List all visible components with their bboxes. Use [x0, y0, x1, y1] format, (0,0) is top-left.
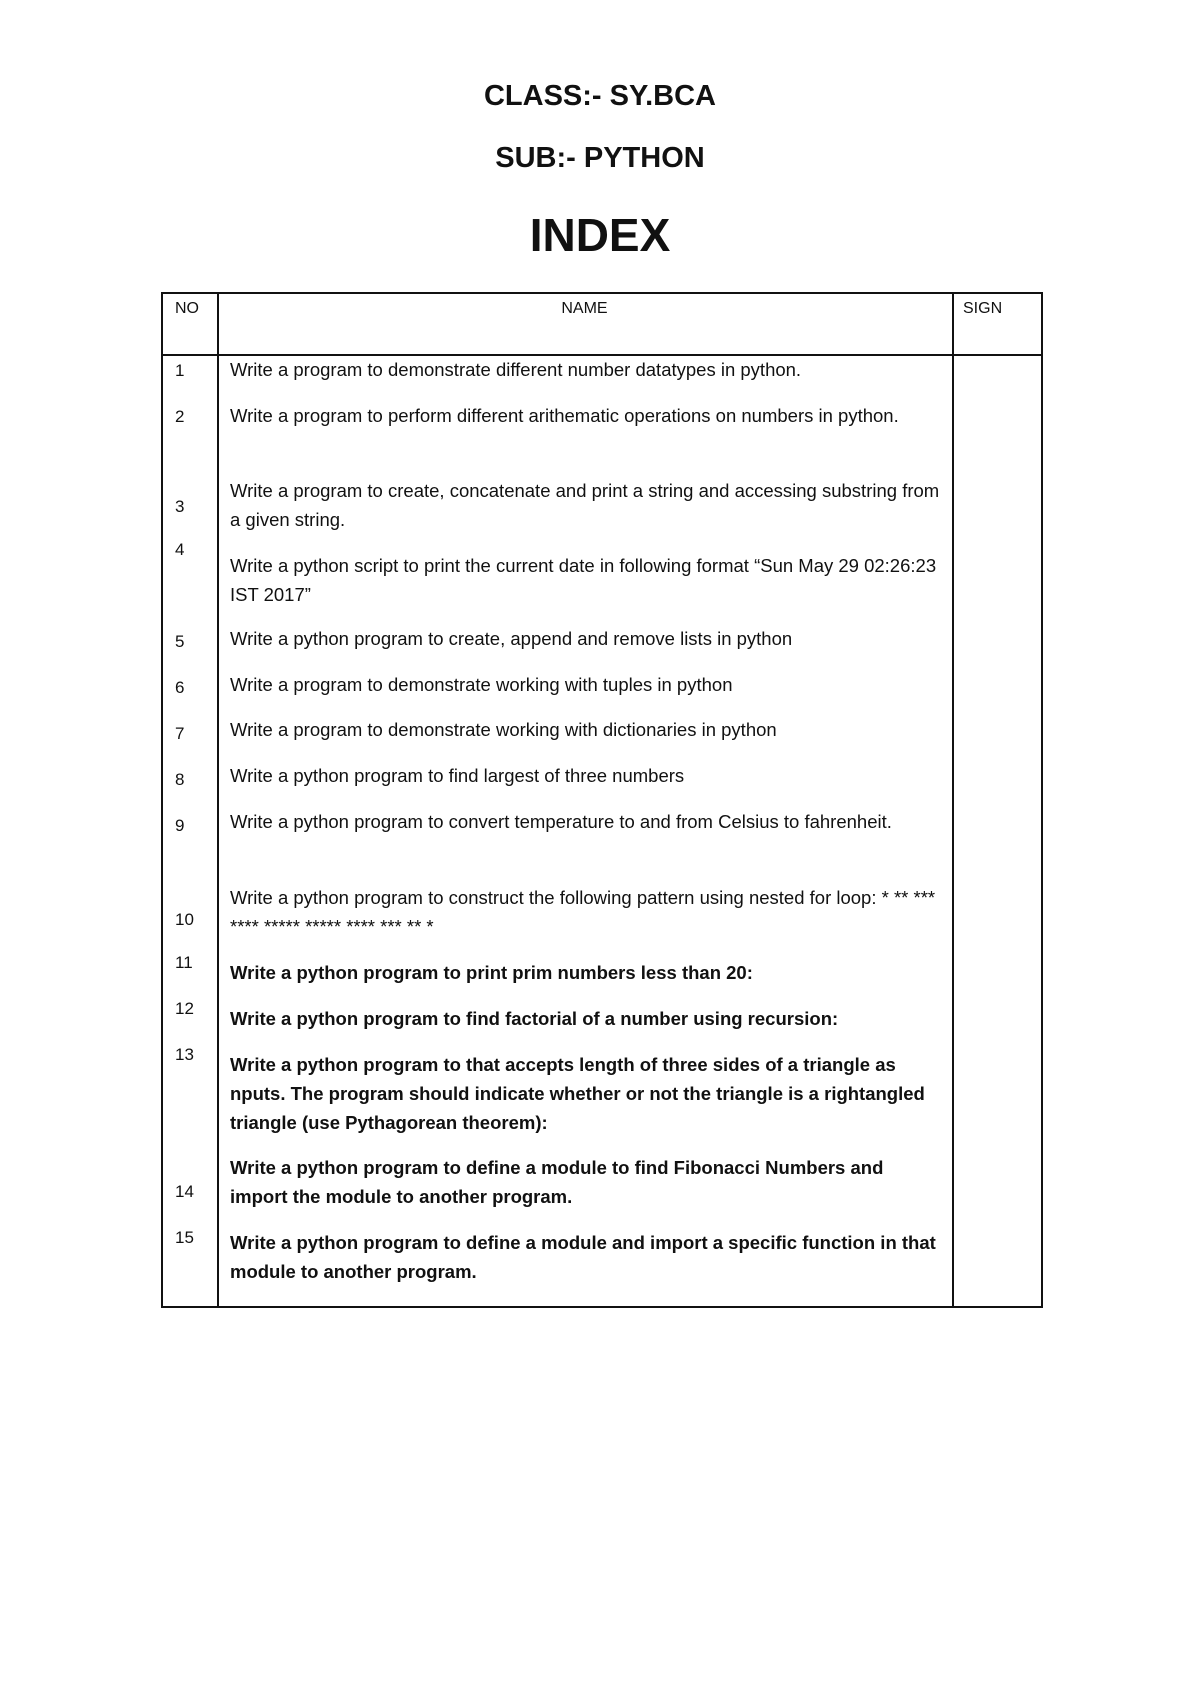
row-number: 1 — [175, 361, 185, 380]
row-number: 9 — [175, 816, 185, 835]
column-header-name: NAME — [561, 300, 608, 317]
row-name: Write a program to demonstrate working with tuples in python — [230, 674, 733, 695]
row-number: 4 — [175, 540, 185, 559]
row-name: Write a python program to that accepts length of three sides of a triangle as nputs. The program should indicate whether or not the triangle is a rightangled triangle (use Pythagorean theorem): — [230, 1054, 925, 1133]
row-name: Write a program to perform different arithematic operations on numbers in python. — [230, 405, 899, 426]
row-number: 10 — [175, 910, 194, 929]
column-header-no: NO — [175, 300, 199, 317]
row-name: Write a python program to print prim numbers less than 20: — [230, 962, 753, 983]
row-number: 6 — [175, 678, 185, 697]
column-divider — [217, 294, 219, 1306]
row-number: 11 — [175, 953, 193, 972]
row-name: Write a python program to find largest of three numbers — [230, 765, 685, 786]
row-number: 8 — [175, 770, 185, 789]
row-number: 3 — [175, 497, 185, 516]
row-number: 15 — [175, 1228, 194, 1247]
row-name: Write a program to create, concatenate and print a string and accessing substring from a given string. — [230, 480, 940, 530]
row-name: Write a python script to print the current date in following format “Sun May 29 02:26:23 IST 2017” — [230, 555, 937, 605]
row-name: Write a python program to define a module and import a specific function in that module to another program. — [230, 1232, 936, 1282]
row-name: Write a python program to define a module to find Fibonacci Numbers and import the module to another program. — [230, 1157, 884, 1207]
row-number: 7 — [175, 724, 185, 743]
row-number: 5 — [175, 632, 185, 651]
row-name: Write a program to demonstrate working with dictionaries in python — [230, 719, 777, 740]
row-name: Write a python program to find factorial of a number using recursion: — [230, 1008, 839, 1029]
row-name: Write a program to demonstrate different number datatypes in python. — [230, 359, 802, 380]
row-number: 13 — [175, 1045, 194, 1064]
row-number: 12 — [175, 999, 194, 1018]
page-title: INDEX — [529, 209, 671, 261]
row-name: Write a python program to convert temperature to and from Celsius to fahrenheit. — [230, 811, 892, 832]
column-header-sign: SIGN — [963, 300, 1003, 317]
column-divider — [952, 294, 954, 1306]
index-table — [161, 292, 1043, 1308]
class-heading: CLASS:- SY.BCA — [483, 80, 716, 112]
row-number: 14 — [175, 1182, 194, 1201]
row-name: Write a python program to construct the following pattern using nested for loop: * ** *** **** ***** ***** **** *** ** * — [230, 887, 936, 937]
row-name: Write a python program to create, append and remove lists in python — [230, 628, 793, 649]
subject-heading: SUB:- PYTHON — [495, 142, 705, 174]
row-number: 2 — [175, 407, 185, 426]
